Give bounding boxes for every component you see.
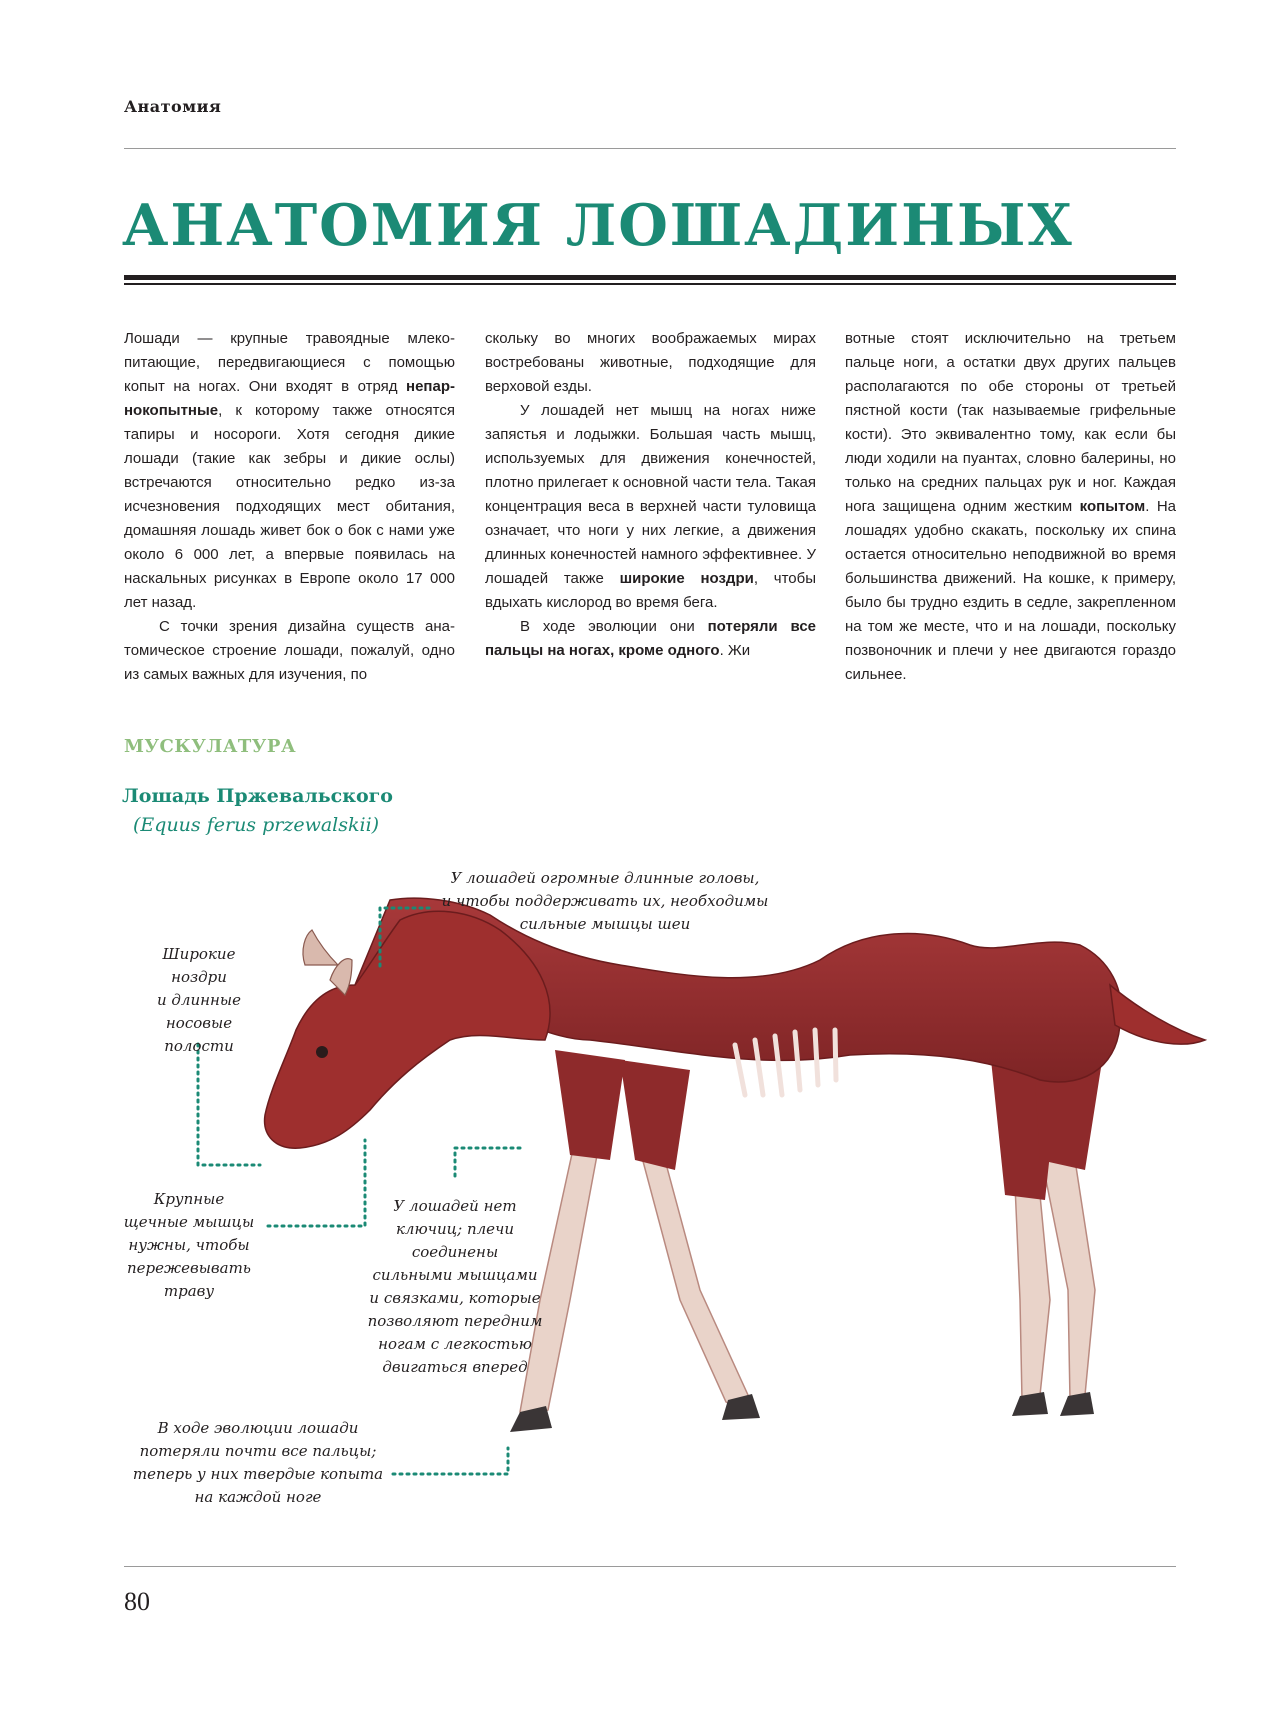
- horse-ear: [303, 930, 338, 965]
- annotation-clavicle: У лошадей нет ключиц; плечи соединены сильными мышцами и связками, которые позволяют передним ногам с легкостью двигаться вперед: [367, 1197, 543, 1376]
- page-title: АНАТОМИЯ ЛОШАДИНЫХ: [122, 192, 1074, 259]
- page-number: 80: [124, 1587, 150, 1616]
- body-paragraph: С точки зрения дизайна существ анатомическое строение лошади, пожалуй, одно из самых важных для изучения, по: [124, 618, 455, 683]
- annotation-cheek-muscles: Крупные щечные мышцы нужны, чтобы пережевывать траву: [123, 1190, 255, 1300]
- section-label: МУСКУЛАТУРА: [124, 736, 297, 757]
- annotation-hooves: В ходе эволюции лошади потеряли почти все пальцы; теперь у них твердые копыта на каждой ноге: [132, 1419, 384, 1506]
- annotation-nostrils: Широкие ноздри и длинные носовые полости: [156, 945, 241, 1055]
- annotation-neck-muscles: У лошадей огромные длинные головы, и чтобы поддерживать их, необходимы сильные мышцы шеи: [441, 869, 769, 933]
- horse-eye: [316, 1046, 328, 1058]
- species-name: Лошадь Пржевальского: [122, 785, 393, 807]
- footer-rule: [124, 1566, 1176, 1567]
- body-paragraph: вотные стоят исключительно на третьем пальце ноги, а остатки двух других пальцев располагаются по обе стороны от третьей пястной кости (так называемые грифельные кости). Это эквивалентно тому, как если бы люди ходили на пуантах, словно балерины, но только на средних пальцах рук и ног. Каждая нога защищена одним жестким копытом. На лошадях удобно скакать, поскольку их спина остается относительно неподвижной во время большинства движений. На кошке, к примеру, было бы трудно ездить в седле, закрепленном на том же месте, что и на лошади, поскольку позвоночник и плечи у нее двигаются гораздо сильнее.: [845, 330, 1176, 683]
- species-latin-name: (Equus ferus przewalskii): [133, 814, 380, 836]
- body-paragraph: В ходе эволюции они потеряли все пальцы на ногах, кроме одного. Жи: [485, 618, 816, 659]
- body-paragraph: скольку во многих воображаемых мирах востребованы животные, подходящие для верховой езды.: [485, 330, 816, 395]
- body-paragraph: У лошадей нет мышц на ногах ниже запястья и лодыжки. Большая часть мышц, используемых для движения конечностей, плотно прилегает к основной части тела. Такая концентрация веса в верхней части туловища означает, что ноги у них легкие, а движения длинных конечностей намного эффективнее. У лошадей также широкие ноздри, чтобы вдыхать кислород во время бега.: [485, 402, 816, 611]
- horse-tail: [1110, 985, 1205, 1044]
- body-paragraph: Лошади — крупные травоядные млекопитающие, передвигающиеся с помощью копыт на ногах. Они входят в отряд непарнокопытные, к которому также относятся тапиры и носороги. Хотя сегодня дикие лошади (такие как зебры и дикие ослы) встречаются относительно редко из-за исчезновения подходящих мест обитания, домашняя лошадь живет бок о бок с нами уже около 6 000 лет, а впервые появилась на наскальных рисунках в Европе около 17 000 лет назад.: [124, 330, 455, 611]
- hooves: [510, 1392, 1094, 1432]
- running-head: Анатомия: [124, 97, 222, 116]
